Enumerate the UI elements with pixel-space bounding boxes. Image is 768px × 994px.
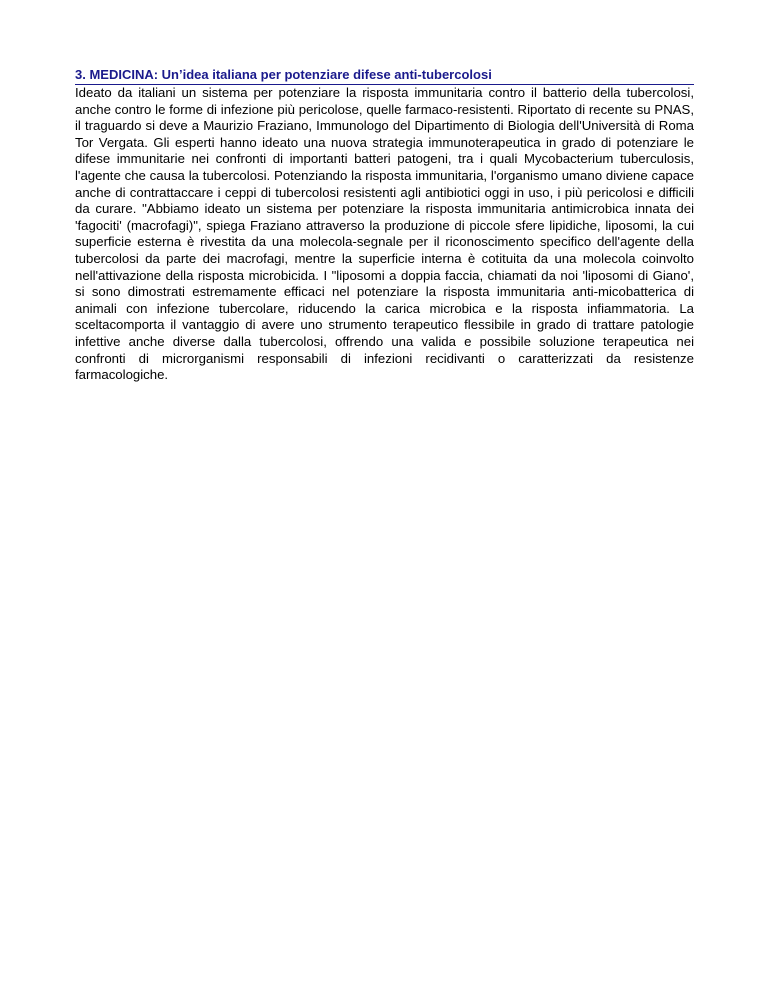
article-title: 3. MEDICINA: Un’idea italiana per potenziare difese anti-tubercolosi <box>75 66 694 85</box>
article-body: Ideato da italiani un sistema per potenziare la risposta immunitaria contro il batterio della tubercolosi, anche contro le forme di infezione più pericolose, quelle farmaco-resistenti. Riportato di recente su PNAS, il traguardo si deve a Maurizio Fraziano, Immunologo del Dipartimento di Biologia dell'Università di Roma Tor Vergata. Gli esperti hanno ideato una nuova strategia immunoterapeutica in grado di potenziare le difese immunitarie nei confronti di importanti batteri patogeni, tra i quali Mycobacterium tuberculosis, l'agente che causa la tubercolosi. Potenziando la risposta immunitaria, l'organismo umano diviene capace anche di contrattaccare i ceppi di tubercolosi resistenti agli antibiotici oggi in uso, i più pericolosi e difficili da curare. "Abbiamo ideato un sistema per potenziare la risposta immunitaria antimicrobica innata dei 'fagociti' (macrofagi)", spiega Fraziano attraverso la produzione di piccole sfere lipidiche, liposomi, la cui superficie esterna è rivestita da una molecola-segnale per il riconoscimento specifico dell'agente della tubercolosi da parte dei macrofagi, mentre la superficie interna è cotituita da una molecola coinvolto nell'attivazione della risposta microbicida. I "liposomi a doppia faccia, chiamati da noi 'liposomi di Giano', si sono dimostrati estremamente efficaci nel potenziare la risposta immunitaria anti-micobatterica di animali con infezione tubercolare, riducendo la carica microbica e la risposta infiammatoria. La sceltacomporta il vantaggio di avere uno strumento terapeutico flessibile in grado di trattare patologie infettive anche diverse dalla tubercolosi, offrendo una valida e possibile soluzione terapeutica nei confronti di microrganismi responsabili di infezioni recidivanti o caratterizzati da resistenze farmacologiche. <box>75 85 694 383</box>
article <box>75 66 694 384</box>
